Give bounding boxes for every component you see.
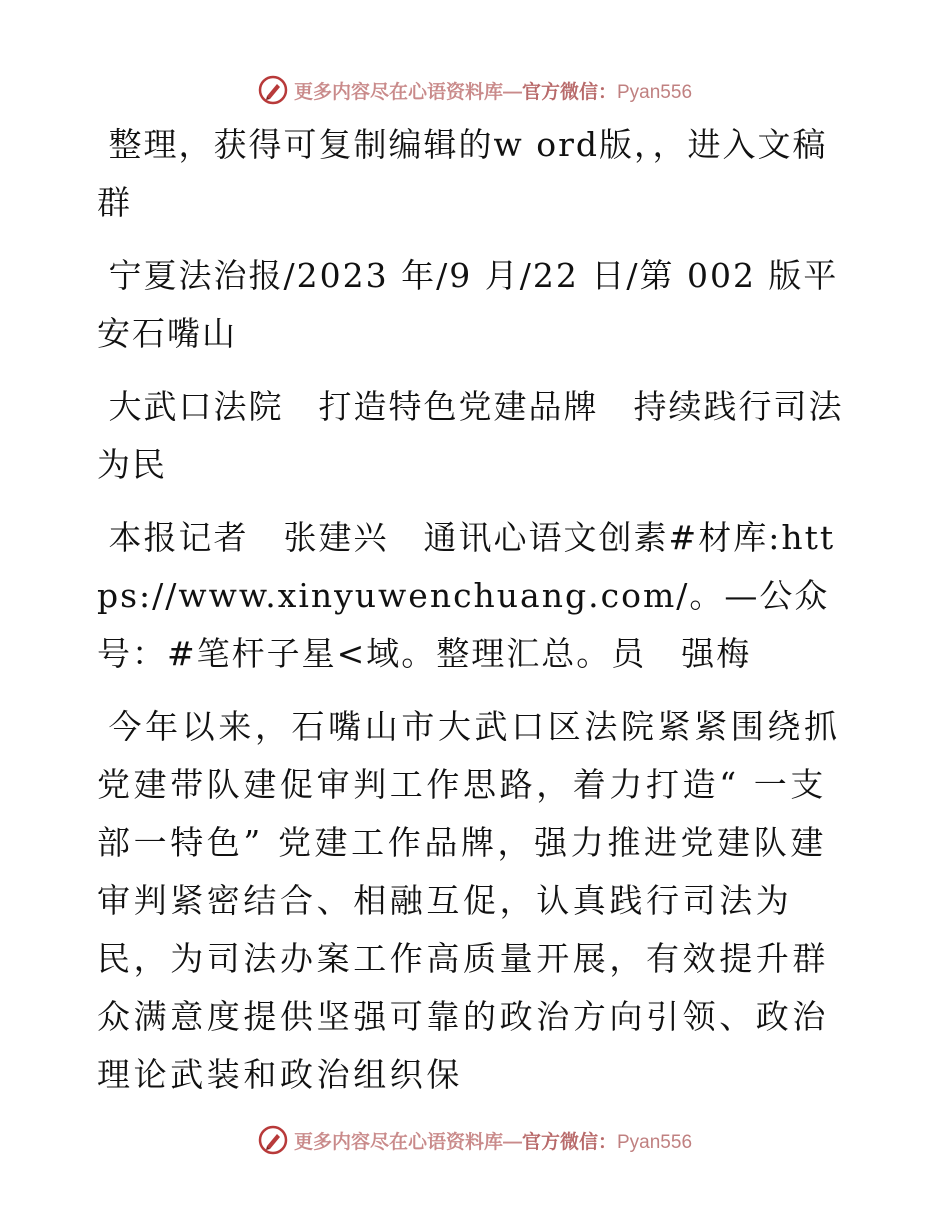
header-wechat-label: 官方微信： — [521, 81, 617, 103]
header-watermark-banner — [0, 72, 950, 108]
header-site-text: 更多内容尽在心语资料库 — [293, 81, 503, 103]
article-body-paragraph: 今年以来，石嘴山市大武口区法院紧紧围绕抓党建带队建促审判工作思路，着力打造“ 一支部一特色” 党建工作品牌，强力推进党建队建审判紧密结合、相融互促，认真践行司法为民，为司法办案工作高质量开展，有效提升群众满意度提供坚强可靠的政治方向引领、政治理论武装和政治组织保 — [97, 707, 841, 1094]
document-body — [97, 116, 857, 1119]
footer-dash: — — [502, 1131, 522, 1153]
pen-logo-icon — [258, 75, 288, 105]
article-title: 大武口法院 打造特色党建品牌 持续践行司法为民 — [97, 387, 844, 484]
pen-logo-icon — [258, 1125, 288, 1155]
header-banner-text — [294, 77, 692, 104]
intro-paragraph: 整理，获得可复制编辑的w ord版，，进入文稿群 — [97, 125, 828, 222]
footer-account: Pyan556 — [617, 1131, 693, 1153]
header-dash: — — [502, 81, 522, 103]
source-line: 宁夏法治报/2023 年/9 月/22 日/第 002 版平安石嘴山 — [97, 256, 839, 353]
footer-site-text: 更多内容尽在心语资料库 — [293, 1131, 503, 1153]
header-account: Pyan556 — [617, 81, 693, 103]
footer-watermark-banner — [0, 1122, 950, 1158]
footer-banner-text — [294, 1127, 692, 1154]
footer-wechat-label: 官方微信： — [521, 1131, 617, 1153]
byline: 本报记者 张建兴 通讯心语文创素#材库:https://www.xinyuwenchuang.com/。—公众号：#笔杆子星<域。整理汇总。员 强梅 — [97, 518, 836, 673]
